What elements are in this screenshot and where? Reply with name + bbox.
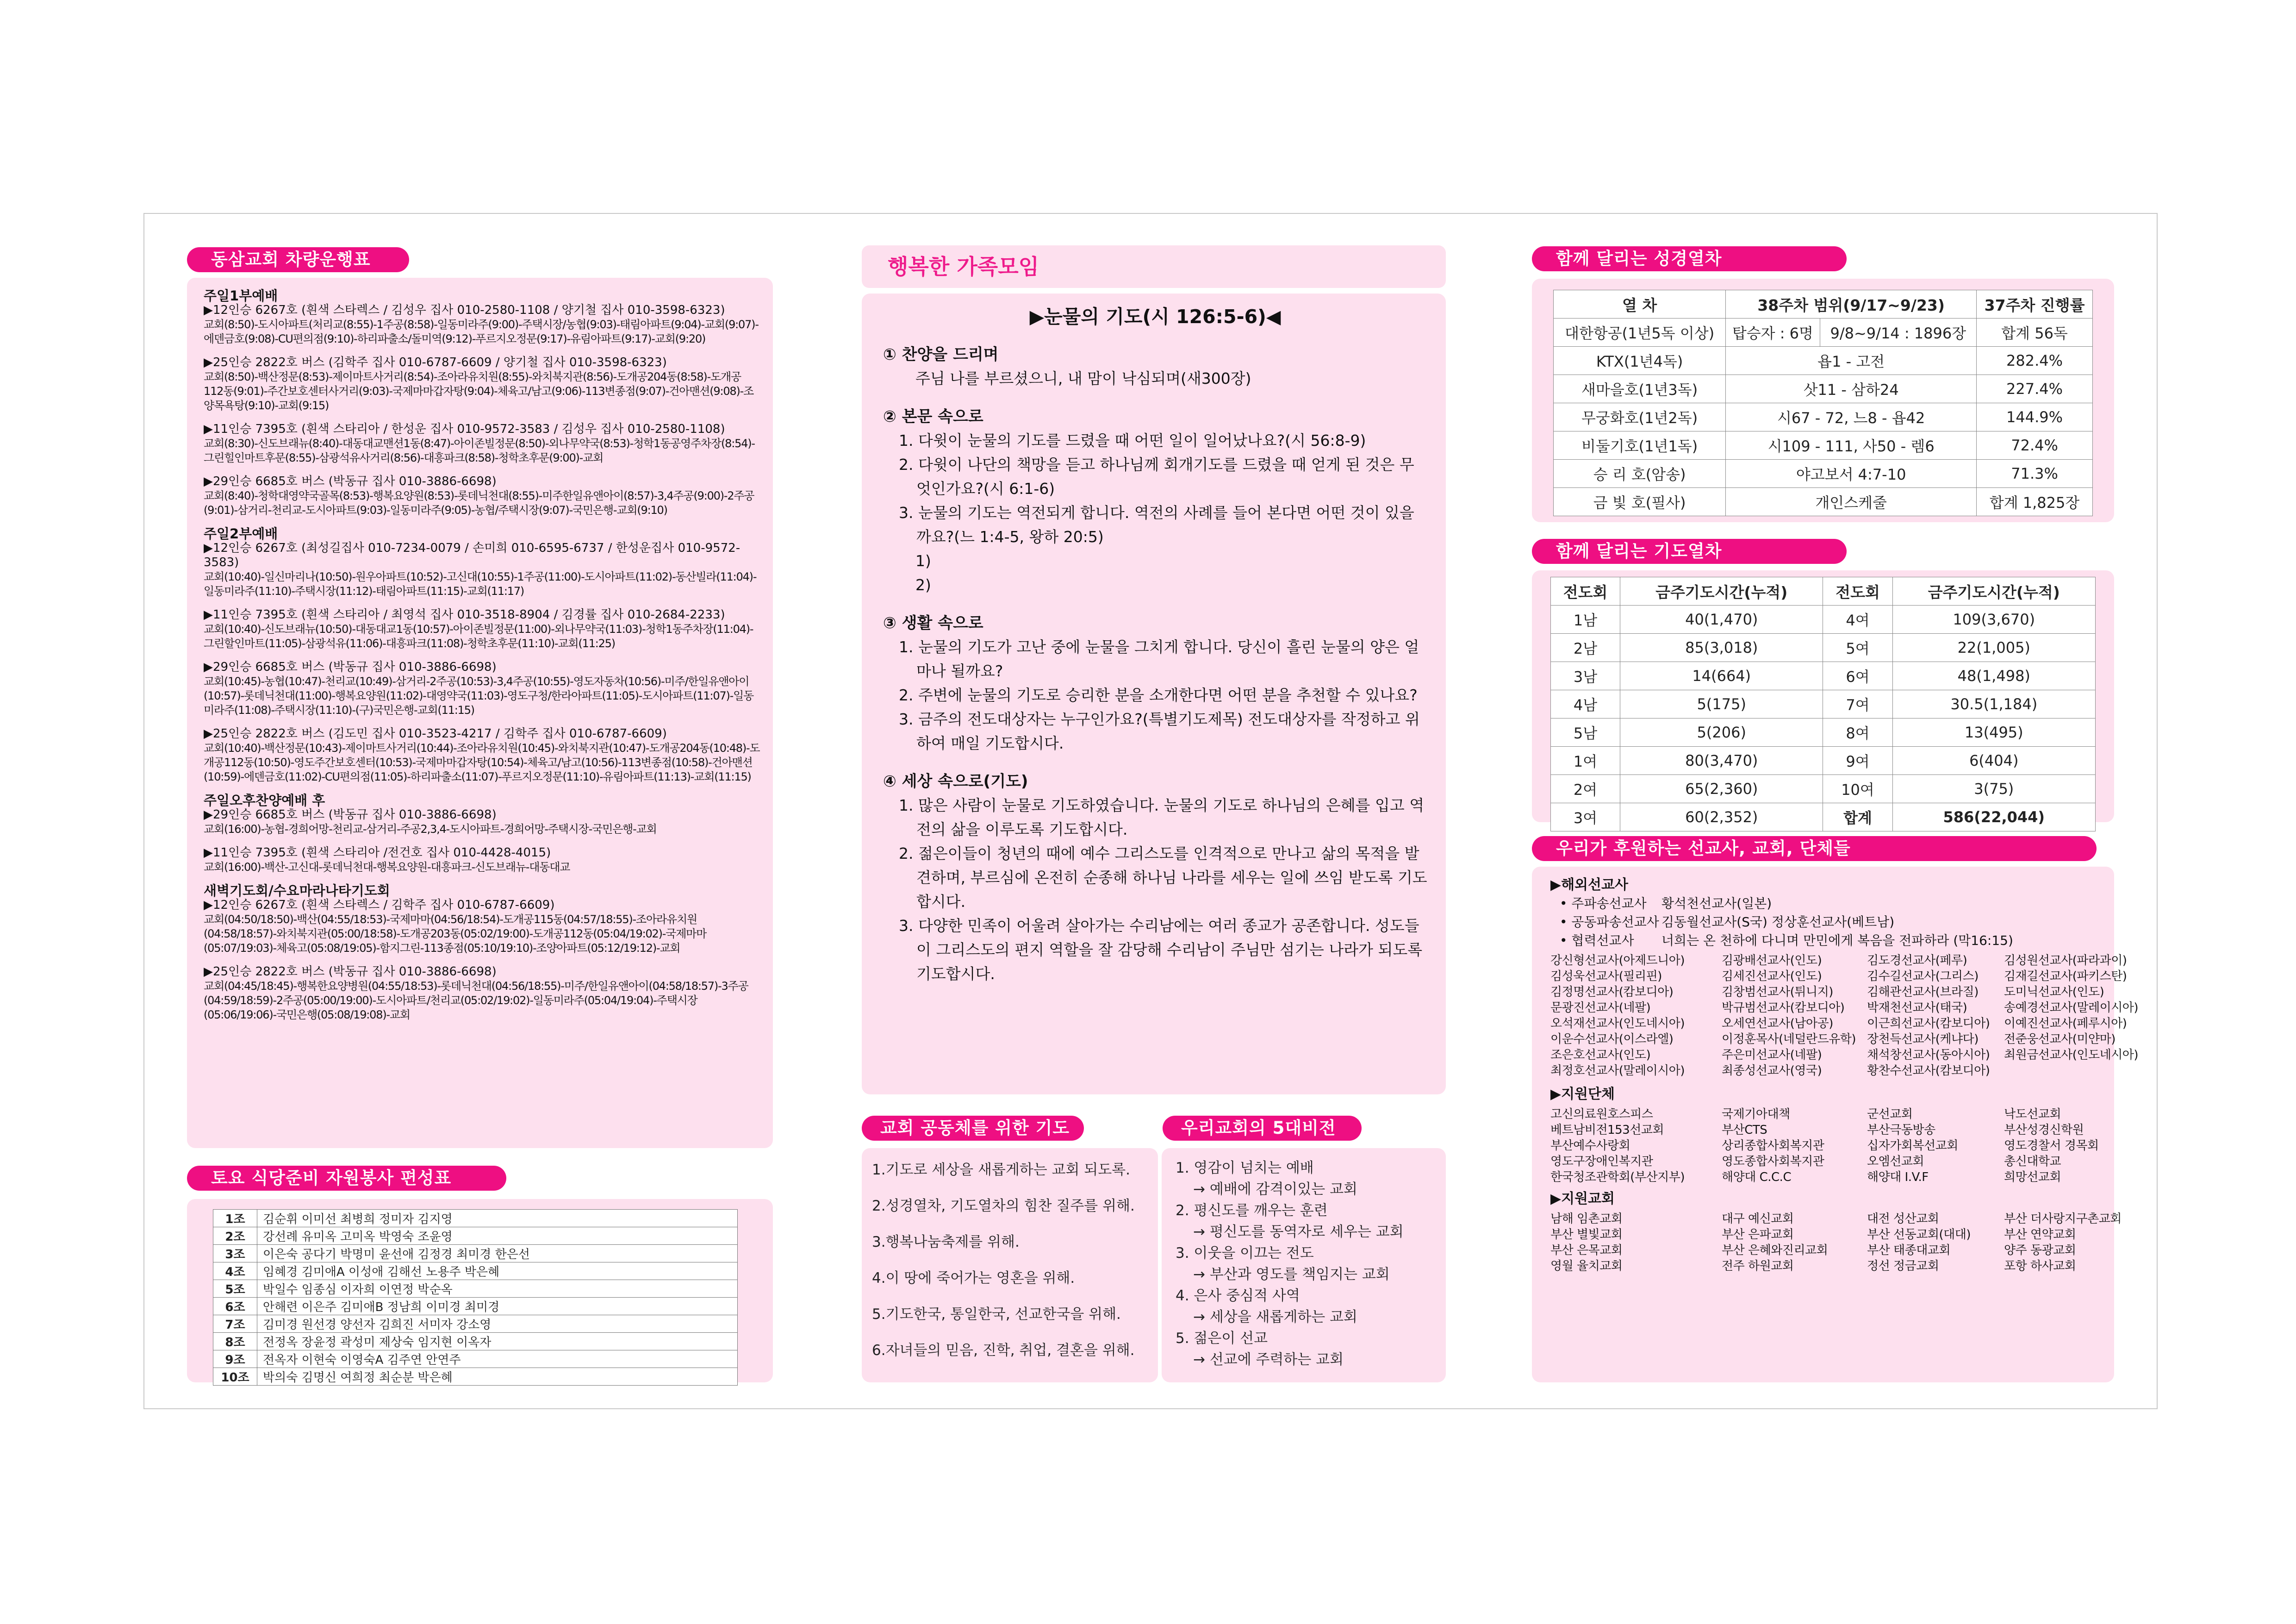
missionary: 이근희선교사(캄보디아) bbox=[1867, 1017, 1990, 1031]
support-church: 포항 하사교회 bbox=[2004, 1259, 2076, 1273]
volunteer-team-no: 10조 bbox=[213, 1368, 257, 1386]
missionary: 김창범선교사(튀니지) bbox=[1722, 985, 1833, 999]
volunteer-names: 박의숙 김명신 여희정 최순분 박은혜 bbox=[257, 1368, 738, 1386]
volunteer-names: 전정옥 장윤정 곽성미 제상숙 임지현 이옥자 bbox=[257, 1333, 738, 1350]
prayer-cell: 9여 bbox=[1823, 747, 1892, 775]
table-row bbox=[1551, 775, 2096, 803]
table-row bbox=[213, 1368, 738, 1386]
missionary: 김성욱선교사(필리핀) bbox=[1550, 969, 1662, 983]
bus-route-list bbox=[204, 289, 760, 1022]
prayer-guide bbox=[883, 305, 1427, 986]
vision-item: 5. 젊은이 선교 bbox=[1176, 1330, 1268, 1347]
table-row bbox=[213, 1227, 738, 1245]
prayer-section-title: ③ 생활 속으로 bbox=[883, 614, 983, 632]
route-stops: 교회(10:40)-백산정문(10:43)-제이마트사거리(10:44)-조아라유치원(10:45)-와치북지관(10:47)-도개공204동(10:48)-도개공112동(10:50)-영도주간보호센터(10:53)-국제마마갑자탕(10:54)-체육고/남고(10:56)-113변종점(10:58)-건아맨션(10:59)-에덴금호(11:02)-CU편의점(11:05)-하리파출소(11:07)-푸르지오정문(11:10)-유림아파트(11:13)-교회(11:15) bbox=[204, 742, 760, 783]
support-church: 부산 별빛교회 bbox=[1550, 1228, 1623, 1242]
prayer-cell: 40(1,470) bbox=[1620, 606, 1823, 634]
table-row bbox=[1551, 606, 2096, 634]
prayer-train-header: 함께 달리는 기도열차 bbox=[1532, 539, 1847, 564]
overseas-row bbox=[1550, 894, 2103, 913]
support-church: 대전 성산교회 bbox=[1867, 1212, 1939, 1226]
bible-train-box bbox=[1532, 279, 2114, 522]
prayer-item: 2. 다윗이 나단의 책망을 듣고 하나님께 회개기도를 드렸을 때 얻게 된 것은 무엇인가요?(시 6:1-6) bbox=[899, 456, 1414, 498]
prayer-section-title: ④ 세상 속으로(기도) bbox=[883, 772, 1028, 791]
missionary: 최원금선교사(인도네시아) bbox=[2004, 1048, 2139, 1062]
support-org: 영도구장애인복지관 bbox=[1550, 1155, 1653, 1168]
support-list bbox=[1550, 876, 2139, 1274]
vision-result: → 세상을 새롭게하는 교회 bbox=[1193, 1309, 1357, 1325]
route-vehicle-line: ▶11인승 7395호 (흰색 스타리아 / 한성운 집사 010-9572-3583 / 김성우 집사 010-2580-1108) bbox=[204, 422, 725, 436]
vision-result: → 선교에 주력하는 교회 bbox=[1193, 1351, 1344, 1368]
overseas-names: 황석천선교사(일본) bbox=[1661, 896, 1772, 911]
missionary-grid bbox=[1550, 953, 2139, 1079]
table-header-row bbox=[1554, 290, 2093, 319]
volunteer-names: 안해련 이은주 김미애B 정남희 이미경 최미경 bbox=[257, 1298, 738, 1315]
table-row bbox=[213, 1298, 738, 1315]
route-vehicle-line: ▶29인승 6685호 버스 (박동규 집사 010-3886-6698) bbox=[204, 808, 497, 822]
table-row bbox=[1554, 375, 2093, 403]
missionary bbox=[2004, 1063, 2143, 1079]
prayer-cell: 10여 bbox=[1823, 775, 1892, 803]
prayer-cell: 586(22,044) bbox=[1892, 803, 2095, 831]
route-section-title: 새벽기도회/수요마라나타기도회 bbox=[204, 883, 390, 899]
table-row bbox=[1551, 690, 2096, 718]
volunteer-team-no: 6조 bbox=[213, 1298, 257, 1315]
table-row bbox=[1554, 431, 2093, 460]
route-vehicle-line: ▶12인승 6267호 (흰색 스타렉스 / 김성우 집사 010-2580-1108 / 양기철 집사 010-3598-6323) bbox=[204, 303, 725, 317]
prayer-cell: 4남 bbox=[1551, 690, 1620, 718]
prayer-cell: 48(1,498) bbox=[1892, 662, 2095, 690]
volunteer-header: 토요 식당준비 자원봉사 편성표 bbox=[187, 1166, 506, 1191]
volunteer-names: 임혜경 김미애A 이성애 김해선 노용주 박은혜 bbox=[257, 1262, 738, 1280]
missionary: 오세연선교사(남아공) bbox=[1722, 1017, 1833, 1031]
missionary: 송예경선교사(말레이시아) bbox=[2004, 1001, 2139, 1015]
support-org: 부산성경신학원 bbox=[2004, 1123, 2084, 1137]
vision-box bbox=[1162, 1148, 1446, 1382]
prayer-cell: 22(1,005) bbox=[1892, 634, 2095, 662]
prayer-cell: 85(3,018) bbox=[1620, 634, 1823, 662]
prayer-cell: 2남 bbox=[1551, 634, 1620, 662]
support-org: 낙도선교회 bbox=[2004, 1107, 2061, 1121]
table-row bbox=[213, 1262, 738, 1280]
train-range: 탑승자 : 6명 bbox=[1726, 319, 1820, 347]
support-box bbox=[1532, 867, 2139, 1382]
community-prayer-item: 1.기도로 세상을 새롭게하는 교회 되도록. bbox=[872, 1162, 1130, 1178]
table-row bbox=[1551, 803, 2096, 831]
support-org: 고신의료원호스피스 bbox=[1550, 1107, 1653, 1121]
missionary: 김해관선교사(브라질) bbox=[1867, 985, 1979, 999]
prayer-train-box bbox=[1532, 570, 2114, 827]
community-prayer-item: 2.성경열차, 기도열차의 힘찬 질주를 위해. bbox=[872, 1198, 1135, 1214]
missionary: 강신형선교사(아제드니아) bbox=[1550, 954, 1685, 968]
support-org: 부산극동방송 bbox=[1867, 1123, 1935, 1137]
prayer-cell: 6(404) bbox=[1892, 747, 2095, 775]
vision-item: 1. 영감이 넘치는 예배 bbox=[1176, 1160, 1314, 1176]
prayer-cell: 13(495) bbox=[1892, 718, 2095, 747]
table-row bbox=[213, 1350, 738, 1368]
overseas-kind: • 협력선교사 bbox=[1560, 933, 1634, 948]
support-church: 정선 정금교회 bbox=[1867, 1259, 1939, 1273]
prayer-cell: 109(3,670) bbox=[1892, 606, 2095, 634]
missionary: 박재천선교사(태국) bbox=[1867, 1001, 1967, 1015]
prayer-cell: 5여 bbox=[1823, 634, 1892, 662]
missionary: 문광진선교사(네팔) bbox=[1550, 1001, 1651, 1015]
support-org-grid bbox=[1550, 1106, 2103, 1185]
prayer-item: 3. 다양한 민족이 어울려 살아가는 수리남에는 여러 종교가 공존합니다. 성도들이 그리스도의 편지 역할을 잘 감당해 수리남이 주님만 섬기는 나라가 되도록 기도합시다. bbox=[899, 917, 1423, 983]
volunteer-team-no: 5조 bbox=[213, 1280, 257, 1298]
volunteer-team-no: 7조 bbox=[213, 1315, 257, 1333]
missionary: 김세진선교사(인도) bbox=[1722, 969, 1822, 983]
missionary: 채석창선교사(동아시아) bbox=[1867, 1048, 1990, 1062]
table-row bbox=[1554, 319, 2093, 347]
volunteer-team-no: 3조 bbox=[213, 1245, 257, 1262]
bible-column-header: 열 차 bbox=[1554, 290, 1726, 319]
support-church: 부산 연약교회 bbox=[2004, 1228, 2076, 1242]
route-stops: 교회(10:40)-신도브래뉴(10:50)-대동대교1동(10:57)-아이존빌정문(11:00)-외나무약국(11:03)-청학1동주차장(11:04)-그린할인마트(11:05)-삼광석유(11:06)-대흥파크(11:08)-청학초후문(11:10)-교회(11:25) bbox=[204, 623, 753, 650]
train-progress: 227.4% bbox=[1977, 375, 2093, 403]
missionary: 김재길선교사(파키스탄) bbox=[2004, 969, 2127, 983]
overseas-kind: • 공동파송선교사 bbox=[1560, 914, 1659, 930]
volunteer-names: 이은숙 공다기 박명미 윤선애 김정경 최미경 한은선 bbox=[257, 1245, 738, 1262]
prayer-cell: 60(2,352) bbox=[1620, 803, 1823, 831]
table-row bbox=[213, 1333, 738, 1350]
support-header: 우리가 후원하는 선교사, 교회, 단체들 bbox=[1532, 836, 2097, 861]
bible-column-header: 38주차 범위(9/17~9/23) bbox=[1726, 290, 1977, 319]
train-progress: 144.9% bbox=[1977, 403, 2093, 431]
train-range-extra: 9/8~9/14 : 1896장 bbox=[1820, 319, 1977, 347]
support-church: 대구 예신교회 bbox=[1722, 1212, 1794, 1226]
support-church: 영월 율치교회 bbox=[1550, 1259, 1623, 1273]
prayer-cell: 30.5(1,184) bbox=[1892, 690, 2095, 718]
prayer-cell: 14(664) bbox=[1620, 662, 1823, 690]
prayer-column-header: 전도회 bbox=[1823, 577, 1892, 606]
route-vehicle-line: ▶25인승 2822호 버스 (김학주 집사 010-6787-6609 / 양기철 집사 010-3598-6323) bbox=[204, 356, 667, 369]
table-row bbox=[1554, 460, 2093, 488]
prayer-item: 1. 눈물의 기도가 고난 중에 눈물을 그치게 합니다. 당신이 흘린 눈물의 양은 얼마나 될까요? bbox=[899, 638, 1419, 680]
route-vehicle-line: ▶25인승 2822호 버스 (김도민 집사 010-3523-4217 / 김학주 집사 010-6787-6609) bbox=[204, 727, 667, 741]
table-row bbox=[213, 1210, 738, 1227]
prayer-item: 1. 많은 사람이 눈물로 기도하였습니다. 눈물의 기도로 하나님의 은혜를 입고 역전의 삶을 이루도록 기도합시다. bbox=[899, 796, 1425, 838]
support-org: 군선교회 bbox=[1867, 1107, 1913, 1121]
support-org: 한국청조관학회(부산지부) bbox=[1550, 1170, 1685, 1184]
train-name: 금 빛 호(필사) bbox=[1554, 488, 1726, 516]
volunteer-names: 김미경 원선경 양선자 김희진 서미자 강소영 bbox=[257, 1315, 738, 1333]
route-stops: 교회(10:45)-농협(10:47)-천리교(10:49)-삼거리-2주공(10:53)-3,4주공(10:55)-영도자동차(10:56)-미주/한일유앤아이(10:57)-롯데닉천대(11:00)-행복요양원(11:02)-대영약국(11:03)-영도구청/한라아파트(11:05)-도시아파트(11:07)-일동미라주(11:08)-주택시장(11:10)-(구)국민은행-교회(11:15) bbox=[204, 675, 754, 717]
route-stops: 교회(10:40)-일신마리나(10:50)-원우아파트(10:52)-고신대(10:55)-1주공(11:00)-도시아파트(11:02)-동산빌라(11:04)-일동미라주(11:10)-주택시장(11:12)-태림아파트(11:15)-교회(11:17) bbox=[204, 570, 757, 598]
prayer-cell: 6여 bbox=[1823, 662, 1892, 690]
route-stops: 교회(04:50/18:50)-백산(04:55/18:53)-국제마마(04:56/18:54)-도개공115동(04:57/18:55)-조아라유치원(04:58/18:57)-와치북지관(05:00/18:58)-도개공203동(05:02/19:00)-도개공112동(05:04/19:02)-국제마마(05:07/19:03)-체육고(05:08/19:05)-함지그린-113종점(05:10/19:10)-조양아파트(05:12/19:12)-교회 bbox=[204, 913, 707, 955]
volunteer-names: 박일수 임종심 이자희 이연정 박순옥 bbox=[257, 1280, 738, 1298]
route-vehicle-line: ▶25인승 2822호 버스 (박동규 집사 010-3886-6698) bbox=[204, 965, 497, 979]
support-org: 십자가회복선교회 bbox=[1867, 1139, 1958, 1153]
prayer-cell: 3여 bbox=[1551, 803, 1620, 831]
prayer-cell: 1여 bbox=[1551, 747, 1620, 775]
support-org: 오엠선교회 bbox=[1867, 1155, 1924, 1168]
route-vehicle-line: ▶29인승 6685호 버스 (박동규 집사 010-3886-6698) bbox=[204, 475, 497, 488]
support-church: 전주 하원교회 bbox=[1722, 1259, 1794, 1273]
route-stops: 교회(8:30)-신도브래뉴(8:40)-대동대교맨션1동(8:47)-아이존빌정문(8:50)-외나무약국(8:53)-청학1동공영주차장(8:54)-그린힐인마트후문(8:55)-삼광석유사거리(8:56)-대흥파크(8:58)-청학초후문(9:00)-교회 bbox=[204, 437, 755, 464]
community-prayer-item: 3.행복나눔축제를 위해. bbox=[872, 1234, 1020, 1250]
missionary: 이정훈목사(네덜란드유학) bbox=[1722, 1032, 1856, 1046]
table-row bbox=[1551, 718, 2096, 747]
train-progress: 282.4% bbox=[1977, 347, 2093, 375]
overseas-names: 너희는 온 천하에 다니며 만민에게 복음을 전파하라 (막16:15) bbox=[1661, 933, 2013, 948]
volunteer-table bbox=[213, 1209, 738, 1386]
table-row bbox=[213, 1245, 738, 1262]
support-org: 국제기아대책 bbox=[1722, 1107, 1790, 1121]
support-church: 양주 동광교회 bbox=[2004, 1243, 2076, 1257]
support-org: 부산CTS bbox=[1722, 1123, 1767, 1137]
prayer-answer-slot: 1) bbox=[915, 552, 931, 570]
prayer-column-header: 금주기도시간(누적) bbox=[1892, 577, 2095, 606]
route-section-title: 주일오후찬양예배 후 bbox=[204, 793, 325, 808]
missionary: 이운수선교사(이스라엘) bbox=[1550, 1032, 1674, 1046]
community-prayer-item: 6.자녀들의 믿음, 진학, 취업, 결혼을 위해. bbox=[872, 1342, 1135, 1359]
orgs-title: ▶지원단체 bbox=[1550, 1086, 1615, 1102]
prayer-cell: 80(3,470) bbox=[1620, 747, 1823, 775]
prayer-section-title: ① 찬양을 드리며 bbox=[883, 345, 999, 364]
vision-result: → 평신도를 동역자로 세우는 교회 bbox=[1193, 1224, 1404, 1240]
community-prayer-header: 교회 공동체를 위한 기도 bbox=[862, 1116, 1084, 1141]
train-name: 무궁화호(1년2독) bbox=[1554, 403, 1726, 431]
table-row bbox=[1554, 403, 2093, 431]
prayer-line: 주님 나를 부르셨으니, 내 맘이 낙심되며(새300장) bbox=[915, 369, 1251, 387]
community-prayer-box bbox=[862, 1148, 1158, 1382]
prayer-cell: 5(175) bbox=[1620, 690, 1823, 718]
community-prayer-list bbox=[872, 1152, 1153, 1368]
bible-column-header: 37주차 진행률 bbox=[1977, 290, 2093, 319]
support-org: 해양대 I.V.F bbox=[1867, 1170, 1929, 1184]
train-range: 시109 - 111, 사50 - 렘6 bbox=[1726, 431, 1977, 460]
vision-header: 우리교회의 5대비전 bbox=[1163, 1116, 1362, 1141]
prayer-cell: 3남 bbox=[1551, 662, 1620, 690]
route-stops: 교회(8:50)-백산정문(8:53)-제이마트사거리(8:54)-조아라유치원(8:55)-와치북지관(8:56)-도개공204동(8:58)-도개공112동(9:01)-주간보호센터사거리(9:03)-국제마마갑자탕(9:04)-체육고/남고(9:06)-113변종점(9:07)-건아맨션(9:08)-조양목욕탕(9:10)-교회(9:15) bbox=[204, 370, 754, 412]
missionary: 김정명선교사(캄보디아) bbox=[1550, 985, 1674, 999]
prayer-answer-slot: 2) bbox=[915, 576, 931, 594]
missionary: 김수길선교사(그리스) bbox=[1867, 969, 1979, 983]
train-name: KTX(1년4독) bbox=[1554, 347, 1726, 375]
community-prayer-item: 5.기도한국, 통일한국, 선교한국을 위해. bbox=[872, 1306, 1121, 1323]
route-section-title: 주일2부예배 bbox=[204, 526, 278, 542]
train-progress: 72.4% bbox=[1977, 431, 2093, 460]
volunteer-names: 전옥자 이현숙 이영숙A 김주연 안연주 bbox=[257, 1350, 738, 1368]
train-progress: 합계 1,825장 bbox=[1977, 488, 2093, 516]
missionary: 최정호선교사(말레이시아) bbox=[1550, 1064, 1685, 1078]
train-range: 야고보서 4:7-10 bbox=[1726, 460, 1977, 488]
train-name: 승 리 호(암송) bbox=[1554, 460, 1726, 488]
volunteer-team-no: 9조 bbox=[213, 1350, 257, 1368]
prayer-cell: 7여 bbox=[1823, 690, 1892, 718]
overseas-row bbox=[1550, 913, 2103, 931]
overseas-kind: • 주파송선교사 bbox=[1560, 896, 1647, 911]
prayer-main-title: ▶눈물의 기도(시 126:5-6)◀ bbox=[1029, 306, 1281, 328]
bus-schedule-header: 동삼교회 차량운행표 bbox=[187, 247, 409, 272]
route-vehicle-line: ▶12인승 6267호 (흰색 스타렉스 / 김학주 집사 010-6787-6609) bbox=[204, 898, 555, 912]
route-vehicle-line: ▶29인승 6685호 버스 (박동규 집사 010-3886-6698) bbox=[204, 660, 497, 674]
prayer-item: 3. 눈물의 기도는 역전되게 합니다. 역전의 사례를 들어 본다면 어떤 것이 있을까요?(느 1:4-5, 왕하 20:5) bbox=[899, 504, 1414, 546]
support-church: 부산 선동교회(대대) bbox=[1867, 1228, 1971, 1242]
prayer-item: 2. 주변에 눈물의 기도로 승리한 분을 소개한다면 어떤 분을 추천할 수 있나요? bbox=[899, 686, 1418, 704]
support-org: 희망선교회 bbox=[2004, 1170, 2061, 1184]
vision-item: 2. 평신도를 깨우는 훈련 bbox=[1176, 1202, 1328, 1219]
prayer-cell: 4여 bbox=[1823, 606, 1892, 634]
overseas-names: 김동월선교사(S국) 정상훈선교사(베트남) bbox=[1661, 914, 1895, 930]
family-meeting-title: 행복한 가족모임 bbox=[862, 245, 1446, 288]
support-org: 영도경찰서 경목회 bbox=[2004, 1139, 2099, 1153]
prayer-item: 2. 젊은이들이 청년의 때에 예수 그리스도를 인격적으로 만나고 삶의 목적을 발견하며, 부르심에 온전히 순종해 하나님 나라를 세우는 일에 쓰임 받도록 기도합시다. bbox=[899, 844, 1427, 911]
route-vehicle-line: ▶12인승 6267호 (최성길집사 010-7234-0079 / 손미희 010-6595-6737 / 한성운집사 010-9572-3583) bbox=[204, 541, 740, 569]
vision-result: → 부산과 영도를 책임지는 교회 bbox=[1193, 1266, 1390, 1283]
bible-train-header: 함께 달리는 성경열차 bbox=[1532, 246, 1847, 271]
family-meeting-box bbox=[862, 294, 1446, 1094]
missionary: 장천득선교사(케냐다) bbox=[1867, 1032, 1979, 1046]
table-row bbox=[1554, 488, 2093, 516]
prayer-item: 1. 다윗이 눈물의 기도를 드렸을 때 어떤 일이 일어났나요?(시 56:8-9) bbox=[899, 431, 1366, 450]
route-stops: 교회(04:45/18:45)-행복한요양병원(04:55/18:53)-롯데닉천대(04:56/18:55)-미주/한일유앤아이(04:58/18:57)-3주공(04:59/18:59)-2주공(05:00/19:00)-도시아파트/천리교(05:02/19:02)-일동미라주(05:04/19:04)-주택시장(05:06/19:06)-국민은행(05:08/19:08)-교회 bbox=[204, 980, 748, 1021]
support-org: 상리종합사회복지관 bbox=[1722, 1139, 1824, 1153]
table-row bbox=[1554, 347, 2093, 375]
train-progress: 71.3% bbox=[1977, 460, 2093, 488]
support-org: 해양대 C.C.C bbox=[1722, 1170, 1792, 1184]
support-church: 부산 태종대교회 bbox=[1867, 1243, 1951, 1257]
route-vehicle-line: ▶11인승 7395호 (흰색 스타리아 /전건호 집사 010-4428-4015) bbox=[204, 846, 551, 860]
missionary: 도미닉선교사(인도) bbox=[2004, 985, 2104, 999]
vision-item: 4. 은사 중심적 사역 bbox=[1176, 1287, 1300, 1304]
missionary: 조은호선교사(인도) bbox=[1550, 1048, 1651, 1062]
train-name: 새마을호(1년3독) bbox=[1554, 375, 1726, 403]
prayer-item: 3. 금주의 전도대상자는 누구인가요?(특별기도제목) 전도대상자를 작정하고 위하여 매일 기도합시다. bbox=[899, 710, 1420, 752]
community-prayer-item: 4.이 땅에 죽어가는 영혼을 위해. bbox=[872, 1270, 1075, 1287]
table-row bbox=[1551, 747, 2096, 775]
train-progress: 합계 56독 bbox=[1977, 319, 2093, 347]
volunteer-box bbox=[187, 1199, 773, 1385]
overseas-title: ▶해외선교사 bbox=[1550, 877, 1628, 893]
table-row bbox=[1551, 662, 2096, 690]
support-church: 부산 은목교회 bbox=[1550, 1243, 1623, 1257]
support-church: 부산 은혜와진리교회 bbox=[1722, 1243, 1828, 1257]
prayer-cell: 5남 bbox=[1551, 718, 1620, 747]
train-name: 비둘기호(1년1독) bbox=[1554, 431, 1726, 460]
overseas-row bbox=[1550, 931, 2103, 950]
route-stops: 교회(8:50)-도시아파트(처리교(8:55)-1주공(8:58)-일동미라주(9:00)-주택시장/농협(9:03)-태림아파트(9:04)-교회(9:07)-에덴금호(9:08)-CU편의점(9:10)-하리파출소/돌미역(9:12)-푸르지오정문(9:17)-유림아파트(9:17)-교회(9:20) bbox=[204, 318, 759, 345]
prayer-column-header: 금주기도시간(누적) bbox=[1620, 577, 1823, 606]
support-church: 부산 더사랑지구촌교회 bbox=[2004, 1212, 2122, 1226]
missionary: 황찬수선교사(캄보디아) bbox=[1867, 1064, 1990, 1078]
missionary: 오석재선교사(인도네시아) bbox=[1550, 1017, 1685, 1031]
volunteer-team-no: 4조 bbox=[213, 1262, 257, 1280]
prayer-section-title: ② 본문 속으로 bbox=[883, 407, 983, 426]
missionary: 김성원선교사(파라과이) bbox=[2004, 954, 2127, 968]
support-church: 부산 은파교회 bbox=[1722, 1228, 1794, 1242]
support-org: 총신대학교 bbox=[2004, 1155, 2061, 1168]
support-org: 베트남비전153선교회 bbox=[1550, 1123, 1664, 1137]
missionary: 이예진선교사(페루시아) bbox=[2004, 1017, 2127, 1031]
train-range: 개인스케줄 bbox=[1726, 488, 1977, 516]
volunteer-names: 강선례 유미옥 고미옥 박영숙 조윤영 bbox=[257, 1227, 738, 1245]
table-row bbox=[1551, 634, 2096, 662]
volunteer-team-no: 1조 bbox=[213, 1210, 257, 1227]
route-stops: 교회(16:00)-백산-고신대-롯데닉천대-행복요양원-대흥파크-신도브래뉴-대동대교 bbox=[204, 861, 570, 874]
train-range: 욥1 - 고전 bbox=[1726, 347, 1977, 375]
volunteer-team-no: 2조 bbox=[213, 1227, 257, 1245]
prayer-cell: 8여 bbox=[1823, 718, 1892, 747]
prayer-cell: 합계 bbox=[1823, 803, 1892, 831]
prayer-cell: 65(2,360) bbox=[1620, 775, 1823, 803]
vision-result: → 예배에 감격이있는 교회 bbox=[1193, 1181, 1357, 1198]
prayer-cell: 2여 bbox=[1551, 775, 1620, 803]
volunteer-team-no: 8조 bbox=[213, 1333, 257, 1350]
missionary: 김광배선교사(인도) bbox=[1722, 954, 1822, 968]
prayer-cell: 5(206) bbox=[1620, 718, 1823, 747]
support-church-grid bbox=[1550, 1211, 2122, 1274]
table-row bbox=[213, 1280, 738, 1298]
route-vehicle-line: ▶11인승 7395호 (흰색 스타리아 / 최영석 집사 010-3518-8904 / 김경률 집사 010-2684-2233) bbox=[204, 608, 725, 622]
prayer-cell: 3(75) bbox=[1892, 775, 2095, 803]
churches-title: ▶지원교회 bbox=[1550, 1191, 1615, 1207]
route-stops: 교회(16:00)-농협-경희어망-천리교-삼거리-주공2,3,4-도시아파트-경희어망-주택시장-국민은행-교회 bbox=[204, 823, 657, 836]
prayer-column-header: 전도회 bbox=[1551, 577, 1620, 606]
route-stops: 교회(8:40)-청학대영약국골목(8:53)-행복요양원(8:53)-롯데닉천대(8:55)-미주한일유앤아이(8:57)-3,4주공(9:00)-2주공(9:01)-삼거리-천리교-도시아파트(9:03)-일동미라주(9:05)-농협/주택시장(9:07)-국민은행-교회(9:10) bbox=[204, 489, 754, 517]
volunteer-names: 김순휘 이미선 최병희 정미자 김지영 bbox=[257, 1210, 738, 1227]
train-range: 시67 - 72, 느8 - 욥42 bbox=[1726, 403, 1977, 431]
route-section-title: 주일1부예배 bbox=[204, 288, 278, 304]
missionary: 김도경선교사(페루) bbox=[1867, 954, 1967, 968]
vision-item: 3. 이웃을 이끄는 전도 bbox=[1176, 1245, 1314, 1262]
prayer-train-table bbox=[1550, 577, 2096, 831]
train-name: 대한항공(1년5독 이상) bbox=[1554, 319, 1726, 347]
support-church: 남해 임촌교회 bbox=[1550, 1212, 1623, 1226]
missionary: 최종성선교사(영국) bbox=[1722, 1064, 1822, 1078]
bible-train-table bbox=[1553, 290, 2093, 516]
bus-schedule-box bbox=[187, 278, 773, 1148]
support-org: 영도종합사회복지관 bbox=[1722, 1155, 1824, 1168]
vision-list bbox=[1171, 1157, 1441, 1370]
missionary: 전준웅선교사(미얀마) bbox=[2004, 1032, 2116, 1046]
missionary: 주은미선교사(네팔) bbox=[1722, 1048, 1822, 1062]
table-header-row bbox=[1551, 577, 2096, 606]
table-row bbox=[213, 1315, 738, 1333]
train-range: 삿11 - 삼하24 bbox=[1726, 375, 1977, 403]
prayer-cell: 1남 bbox=[1551, 606, 1620, 634]
support-org: 부산예수사랑회 bbox=[1550, 1139, 1630, 1153]
missionary: 박규범선교사(캄보디아) bbox=[1722, 1001, 1845, 1015]
